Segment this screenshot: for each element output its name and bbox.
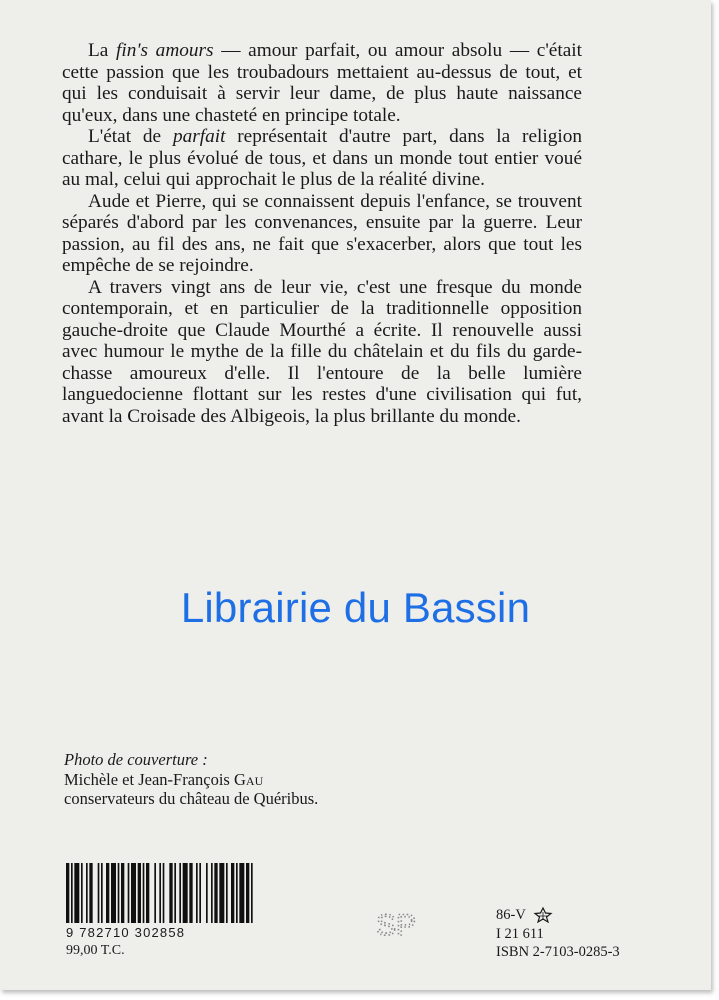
barcode-bar xyxy=(163,863,165,923)
barcode-bar xyxy=(174,863,176,923)
watermark-text: Librairie du Bassin xyxy=(180,584,531,631)
photo-credit-names xyxy=(64,770,318,790)
barcode-bar xyxy=(219,863,224,923)
blurb-p1-term: fin's amours xyxy=(116,40,214,61)
barcode-bar xyxy=(66,863,69,923)
barcode-bar xyxy=(251,863,253,923)
blurb-text xyxy=(62,40,582,427)
barcode-bar xyxy=(189,863,192,923)
price-label: 99,00 T.C. xyxy=(66,943,125,958)
barcode-bar xyxy=(159,863,161,923)
barcode-bar xyxy=(86,863,88,923)
blurb-p2-rest: représentait d'autre part, dans la religion cathare, le plus évolué de tous, et dans un monde tout entier voué au mal, celui qui approchait le plus de la réalité divine. xyxy=(62,126,582,190)
photo-credit-role: conservateurs du château de Quéribus. xyxy=(64,789,319,808)
barcode-bar xyxy=(169,863,172,923)
barcode-bar xyxy=(211,863,213,923)
barcode-image xyxy=(66,863,256,923)
barcode-bar xyxy=(111,863,116,923)
barcode-bar xyxy=(154,863,156,923)
photo-credit-surname: Gau xyxy=(233,769,264,789)
photo-credit-label: Photo de couverture : xyxy=(64,750,208,769)
barcode-bar xyxy=(246,863,249,923)
star-ornament-icon xyxy=(532,907,554,923)
blurb-paragraph-4: A travers vingt ans de leur vie, c'est une fresque du monde contemporain, et en particulier de la traditionnelle opposition gauche-droite que Claude Mourthé a écrite. Il renouvelle aussi avec humour le mythe de la fille du châtelain et du fils du garde-chasse amoureux d'elle. Il l'entoure de la belle lumière languedocienne flottant sur les restes d'une civilisation qui fut, avant la Croisade des Albigeois, la plus brillante du monde. xyxy=(62,276,582,427)
barcode-bar xyxy=(183,863,188,923)
barcode-bar xyxy=(74,863,79,923)
barcode-bar xyxy=(214,863,217,923)
publisher-logo-lettering: SP xyxy=(375,909,417,942)
barcode-bar xyxy=(138,863,141,923)
catalog-codes xyxy=(496,906,620,962)
barcode-bar xyxy=(179,863,181,923)
barcode-bar xyxy=(131,863,136,923)
barcode-bar xyxy=(121,863,124,923)
barcode-bar xyxy=(236,863,238,923)
publisher-dotted-logo xyxy=(366,905,426,945)
barcode-bar xyxy=(231,863,234,923)
blurb-p1-rest: — amour parfait, ou amour absolu — c'était cette passion que les troubadours mettaient au-dessus de tout, et qui les conduisait à servir leur dame, de plus haute naissance qu'eux, dans une chasteté en principe totale. xyxy=(62,40,582,126)
barcode-bar xyxy=(206,863,208,923)
blurb-p1-start: La xyxy=(88,40,117,61)
barcode-bar xyxy=(146,863,149,923)
isbn-code: ISBN 2-7103-0285-3 xyxy=(496,944,620,960)
blurb-paragraph-2 xyxy=(62,126,582,191)
barcode-bar xyxy=(196,863,198,923)
barcode-bar xyxy=(89,863,92,923)
blurb-p2-term: parfait xyxy=(172,126,226,147)
barcode-bar xyxy=(71,863,73,923)
photo-credit xyxy=(64,750,318,809)
barcode-bar xyxy=(118,863,120,923)
barcode-bar xyxy=(199,863,201,923)
barcode-bar xyxy=(106,863,109,923)
catalog-code-2: I 21 611 xyxy=(496,925,544,942)
barcode-bar xyxy=(128,863,130,923)
barcode-bar xyxy=(81,863,83,923)
catalog-code-line-1 xyxy=(496,906,620,925)
blurb-p2-start: L'état de xyxy=(88,126,173,147)
catalog-code-1: 86-V xyxy=(496,907,526,923)
barcode-bar xyxy=(143,863,145,923)
barcode-bar xyxy=(239,863,244,923)
barcode-block xyxy=(66,863,256,940)
blurb-paragraph-1 xyxy=(62,40,582,126)
barcode-bar xyxy=(98,863,100,923)
barcode-bar xyxy=(226,863,228,923)
barcode-bar xyxy=(101,863,103,923)
photo-credit-names-prefix: Michèle et Jean-François xyxy=(64,769,234,789)
barcode-digits: 9 782710 302858 xyxy=(66,925,186,940)
blurb-paragraph-3: Aude et Pierre, qui se connaissent depuis l'enfance, se trouvent séparés d'abord par les convenances, ensuite par la guerre. Leur passion, au fil des ans, ne fait que s'exacerber, alors que tout les empêche de se rejoindre. xyxy=(62,190,582,276)
